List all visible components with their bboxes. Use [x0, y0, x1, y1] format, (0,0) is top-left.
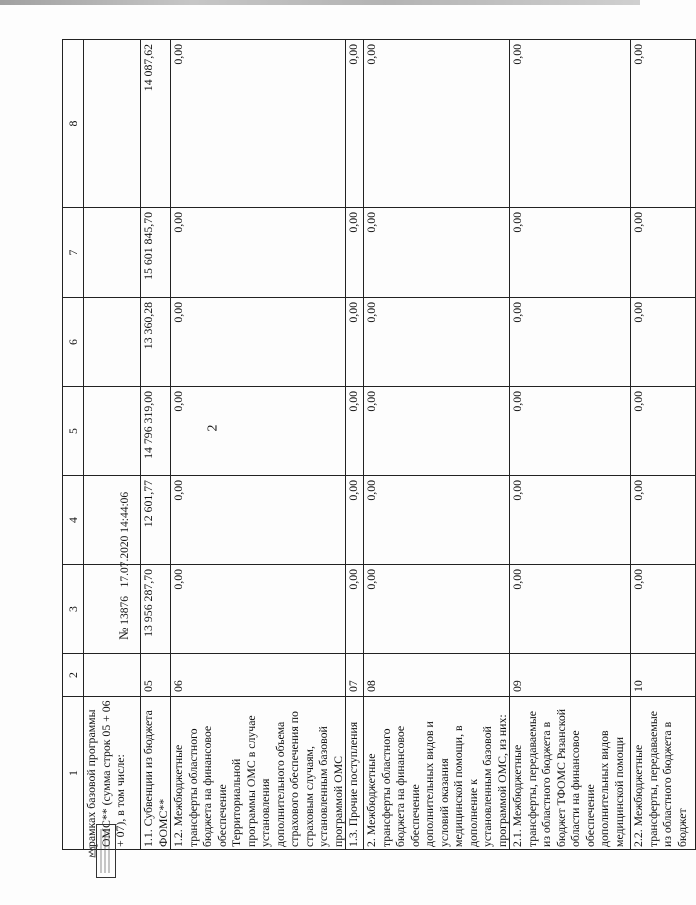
cell-value: 0,00 [364, 565, 510, 654]
row-label: 1.3. Прочие поступления [346, 697, 364, 850]
table-row [510, 40, 631, 850]
row-code: 09 [510, 654, 631, 697]
row-label: 2. Межбюджетные трансферты областного бюджета на финансовое обеспечение дополнительных видов и условий оказания медицинской помощи, в дополнение к установленным базовой программой ОМС, из них: [364, 697, 510, 850]
cell-value: 14 796 319,00 [141, 387, 171, 476]
col-header: 8 [63, 40, 84, 208]
row-code: 07 [346, 654, 364, 697]
cell-value: 13 956 287,70 [141, 565, 171, 654]
cell-value: 0,00 [631, 208, 696, 298]
table-row [171, 40, 346, 850]
cell-value: 0,00 [510, 40, 631, 208]
cell-value: 0,00 [171, 565, 346, 654]
cell-value: 0,00 [510, 208, 631, 298]
cell-value: 0,00 [364, 208, 510, 298]
row-code: 10 [631, 654, 696, 697]
row-label: 2.1. Межбюджетные трансферты, передаваемые из областного бюджета в бюджет ТФОМС Рязанской области на финансовое обеспечение дополнительных видов медицинской помощи [510, 697, 631, 850]
cell-value [84, 387, 141, 476]
cell-value: 13 360,28 [141, 298, 171, 387]
row-code: 06 [171, 654, 346, 697]
cell-value: 15 601 845,70 [141, 208, 171, 298]
cell-value: 0,00 [364, 476, 510, 565]
table-row [346, 40, 364, 850]
row-code: 08 [364, 654, 510, 697]
col-header: 2 [63, 654, 84, 697]
cell-value: 0,00 [171, 476, 346, 565]
page-number: 2 [205, 424, 221, 432]
cell-value: 0,00 [631, 298, 696, 387]
row-label: рамках базовой программы ОМС** (сумма строк 05 + 06 + 07), в том числе: [84, 697, 141, 850]
cell-value: 0,00 [346, 208, 364, 298]
number-symbol: № [116, 627, 131, 640]
cell-value: 0,00 [631, 387, 696, 476]
cell-value: 0,00 [346, 476, 364, 565]
cell-value: 0,00 [510, 387, 631, 476]
col-header: 3 [63, 565, 84, 654]
crown-icon [88, 846, 96, 858]
table-row [364, 40, 510, 850]
table-row [631, 40, 696, 850]
scan-edge [0, 0, 640, 5]
cell-value [84, 208, 141, 298]
cell-value: 0,00 [364, 387, 510, 476]
cell-value: 0,00 [364, 298, 510, 387]
cell-value: 0,00 [346, 298, 364, 387]
cell-value: 0,00 [510, 476, 631, 565]
cell-value: 0,00 [346, 387, 364, 476]
table-row [84, 40, 141, 850]
cell-value: 0,00 [171, 208, 346, 298]
header-row [63, 40, 84, 850]
cell-value [84, 40, 141, 208]
cell-value: 0,00 [171, 298, 346, 387]
row-label: 1.2. Межбюджетные трансферты областного бюджета на финансовое обеспечение Территориальной программы ОМС в случае установления дополнительного объема страхового обеспечения по страховым случаям, установленным базовой программой ОМС [171, 697, 346, 850]
cell-value: 0,00 [510, 565, 631, 654]
cell-value: 0,00 [364, 40, 510, 208]
col-header: 5 [63, 387, 84, 476]
col-header: 7 [63, 208, 84, 298]
cell-value: 0,00 [631, 40, 696, 208]
stamp-lines-icon [97, 826, 113, 876]
col-header: 6 [63, 298, 84, 387]
row-label: 2.2. Межбюджетные трансферты, передаваемые из областного бюджета в бюджет [631, 697, 696, 850]
row-code [84, 654, 141, 697]
cell-value: 0,00 [346, 40, 364, 208]
financing-table [62, 39, 696, 850]
cell-value: 12 601,77 [141, 476, 171, 565]
cell-value: 14 087,62 [141, 40, 171, 208]
table-row [141, 40, 171, 850]
cell-value: 0,00 [631, 565, 696, 654]
col-header: 4 [63, 476, 84, 565]
col-header: 1 [63, 697, 84, 850]
row-label: 1.1. Субвенции из бюджета ФОМС** [141, 697, 171, 850]
cell-value [84, 298, 141, 387]
cell-value: 0,00 [171, 387, 346, 476]
cell-value: 0,00 [510, 298, 631, 387]
rotated-page [62, 40, 689, 850]
timestamp: 17.07.2020 14:44:06 [119, 491, 131, 588]
stamp-box [96, 824, 116, 878]
cell-value: 0,00 [346, 565, 364, 654]
document-number: 13876 [119, 595, 131, 625]
cell-value: 0,00 [631, 476, 696, 565]
row-code: 05 [141, 654, 171, 697]
registry-stamp [88, 818, 116, 878]
cell-value: 0,00 [171, 40, 346, 208]
registration-footer [116, 492, 132, 640]
